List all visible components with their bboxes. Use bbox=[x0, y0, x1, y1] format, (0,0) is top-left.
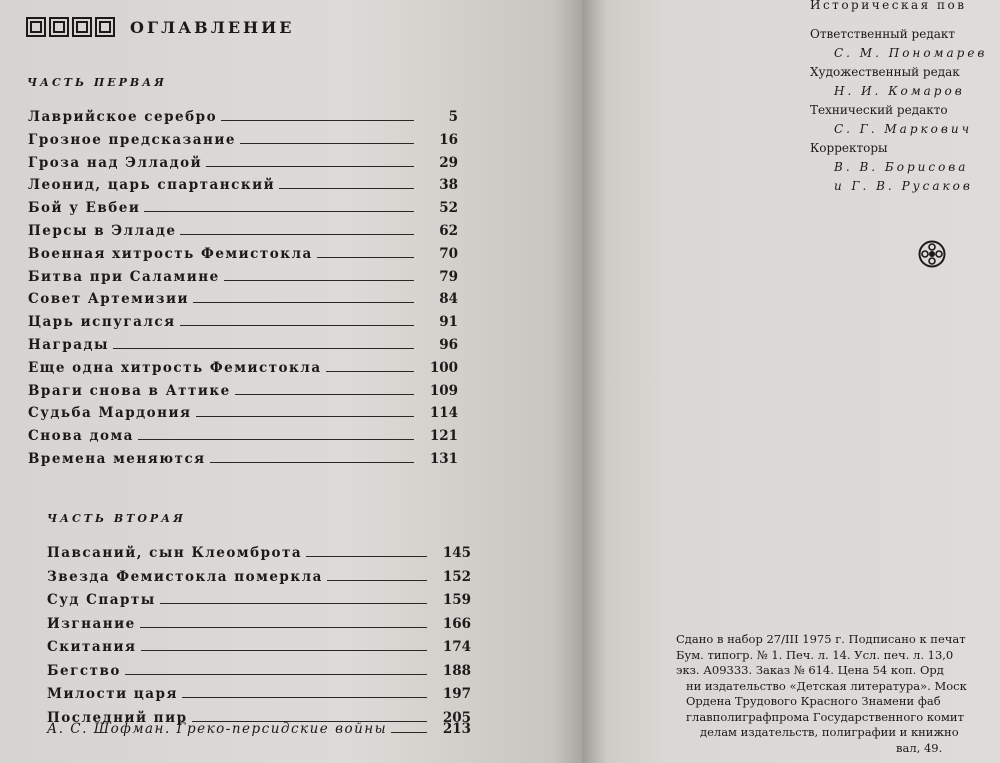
ornament-icon bbox=[26, 17, 115, 37]
part1-entry-title: Битва при Саламине bbox=[28, 268, 220, 285]
part2-entry-page: 188 bbox=[442, 662, 471, 679]
part1-entry-page: 52 bbox=[439, 200, 458, 217]
publisher-seal-icon bbox=[918, 240, 946, 268]
part2-entry-page: 174 bbox=[442, 639, 471, 655]
part1-entry-row bbox=[28, 196, 458, 216]
part1-entry-title: Судьба Мардония bbox=[28, 405, 192, 422]
leader-line bbox=[221, 120, 414, 121]
credit-role: Ответственный редакт bbox=[810, 27, 956, 41]
part1-entry-page: 16 bbox=[439, 131, 458, 148]
part2-entry-title: Бегство bbox=[47, 662, 121, 679]
part1-entry-title: Совет Артемизии bbox=[28, 291, 190, 308]
leader-line bbox=[326, 371, 414, 372]
part2-entry-page: 197 bbox=[442, 686, 471, 702]
part1-entry-page: 38 bbox=[439, 177, 458, 194]
part1-entry-row bbox=[28, 173, 458, 193]
leader-line bbox=[196, 416, 415, 417]
part1-entry-page: 121 bbox=[429, 428, 458, 445]
part1-entry-row bbox=[28, 219, 458, 239]
part2-entry-row bbox=[47, 682, 471, 702]
part2-entry-title: Суд Спарты bbox=[47, 592, 156, 608]
part1-entry-row bbox=[28, 356, 458, 376]
part1-entry-title: Персы в Элладе bbox=[28, 223, 177, 239]
part1-entry-page: 91 bbox=[439, 314, 458, 331]
part1-entry-title: Лаврийское серебро bbox=[28, 109, 218, 125]
leader-line bbox=[160, 603, 427, 604]
colophon-line: Ордена Трудового Красного Знамени фаб bbox=[686, 694, 941, 708]
leader-line bbox=[306, 556, 427, 557]
part2-entry-page: 145 bbox=[442, 545, 471, 561]
part1-entry-row bbox=[28, 265, 458, 285]
genre-label: Историческая пов bbox=[810, 0, 967, 12]
leader-line bbox=[224, 280, 414, 281]
part2-entry-title: Павсаний, сын Клеомброта bbox=[47, 545, 303, 561]
part1-entry-row bbox=[28, 447, 458, 467]
credit-name: С. М. Пономарев bbox=[834, 46, 988, 60]
colophon-line: вал, 49. bbox=[896, 740, 943, 755]
leader-line bbox=[180, 234, 414, 235]
colophon-line: ни издательство «Детская литература». Моск bbox=[686, 678, 967, 693]
credits-list bbox=[810, 25, 1000, 177]
leader-line bbox=[125, 674, 427, 675]
credit-role: Технический редакто bbox=[810, 103, 948, 117]
part1-entry-title: Снова дома bbox=[28, 428, 134, 445]
leader-line bbox=[193, 302, 414, 303]
leader-line bbox=[144, 211, 414, 212]
part2-entry-page: 205 bbox=[442, 709, 471, 726]
part1-entry-page: 70 bbox=[439, 245, 458, 262]
part2-entry-page: 159 bbox=[442, 592, 471, 608]
leader-line bbox=[279, 188, 414, 189]
colophon-line: Бум. типогр. № 1. Печ. л. 14. Усл. печ. л. 13,0 bbox=[676, 647, 954, 662]
part1-entry-title: Леонид, царь спартанский bbox=[28, 177, 276, 194]
part1-entry-row bbox=[28, 401, 458, 421]
leader-line bbox=[210, 462, 414, 463]
colophon-line: экз. А09333. Заказ № 614. Цена 54 коп. Орд bbox=[676, 663, 944, 677]
afterword-row bbox=[47, 717, 471, 737]
leader-line bbox=[206, 166, 414, 167]
leader-line bbox=[235, 394, 414, 395]
afterword-title: А. С. Шофман. Греко-персидские войны bbox=[47, 721, 388, 737]
part2-entry-page: 166 bbox=[442, 615, 471, 632]
credit-role: Художественный редак bbox=[810, 65, 960, 79]
part1-entry-title: Грозное предсказание bbox=[28, 131, 237, 148]
part1-entry-page: 62 bbox=[439, 223, 458, 239]
part2-entry-row bbox=[47, 635, 471, 655]
part1-entry-page: 96 bbox=[439, 337, 458, 353]
afterword-page: 213 bbox=[442, 721, 471, 737]
part1-entry-row bbox=[28, 379, 458, 399]
toc-title: ОГЛАВЛЕНИЕ bbox=[130, 18, 295, 37]
part1-entry-page: 100 bbox=[429, 359, 458, 376]
part1-entry-page: 5 bbox=[448, 109, 458, 125]
imprint-block bbox=[810, 0, 1000, 196]
part1-entry-page: 84 bbox=[439, 291, 458, 308]
part1-entry-title: Награды bbox=[28, 337, 109, 353]
colophon-line: главполиграфпрома Государственного комит bbox=[686, 709, 964, 724]
part2-entry-title: Изгнание bbox=[47, 615, 136, 632]
colophon bbox=[676, 632, 1000, 756]
leader-line bbox=[141, 650, 428, 651]
part1-entry-row bbox=[28, 310, 458, 330]
part1-entry-title: Царь испугался bbox=[28, 314, 176, 331]
leader-line bbox=[138, 439, 414, 440]
leader-line bbox=[113, 348, 414, 349]
part1-entry-row bbox=[28, 128, 458, 148]
part1-entry-row bbox=[28, 333, 458, 353]
colophon-line: делам издательств, полиграфии и книжно bbox=[700, 725, 959, 739]
part2-entry-row bbox=[47, 541, 471, 561]
leader-line bbox=[180, 325, 414, 326]
part2-entry-row bbox=[47, 612, 471, 632]
part2-heading: ЧАСТЬ ВТОРАЯ bbox=[47, 512, 186, 525]
part1-entry-page: 109 bbox=[429, 382, 458, 399]
colophon-line: Сдано в набор 27/III 1975 г. Подписано к печат bbox=[676, 632, 966, 646]
part2-entry-row bbox=[47, 659, 471, 679]
credit-name: Н. И. Комаров bbox=[834, 84, 965, 98]
leader-line bbox=[240, 143, 414, 144]
credit-name: С. Г. Маркович bbox=[834, 122, 973, 136]
part2-entry-page: 152 bbox=[442, 568, 471, 585]
part2-entry-row bbox=[47, 588, 471, 608]
part1-entry-row bbox=[28, 242, 458, 262]
part1-entry-page: 29 bbox=[439, 154, 458, 171]
part2-entry-title: Скитания bbox=[47, 639, 137, 655]
part1-entry-title: Враги снова в Аттике bbox=[28, 382, 231, 399]
credit-role: Корректоры bbox=[810, 141, 888, 155]
part1-entry-row bbox=[28, 151, 458, 171]
part1-entry-title: Бой у Евбеи bbox=[28, 200, 141, 217]
leader-line bbox=[391, 732, 427, 733]
leader-line bbox=[140, 627, 427, 628]
part2-entry-title: Милости царя bbox=[47, 686, 178, 702]
part2-entry-title: Звезда Фемистокла померкла bbox=[47, 568, 323, 585]
part1-entry-title: Времена меняются bbox=[28, 451, 206, 467]
part1-entry-page: 114 bbox=[429, 405, 458, 422]
part1-entry-title: Еще одна хитрость Фемистокла bbox=[28, 359, 322, 376]
leader-line bbox=[317, 257, 414, 258]
extra-corrector: и Г. В. Русаков bbox=[834, 179, 973, 193]
part2-entry-title: Последний пир bbox=[47, 709, 188, 726]
leader-line bbox=[327, 580, 427, 581]
part2-entry-row bbox=[47, 565, 471, 585]
part1-entry-row bbox=[28, 287, 458, 307]
part1-entry-row bbox=[28, 424, 458, 444]
part1-entry-page: 79 bbox=[439, 268, 458, 285]
part1-heading: ЧАСТЬ ПЕРВАЯ bbox=[27, 76, 167, 89]
part1-entry-title: Гроза над Элладой bbox=[28, 154, 203, 171]
part1-entry-row bbox=[28, 105, 458, 125]
part1-entry-page: 131 bbox=[429, 451, 458, 467]
leader-line bbox=[182, 697, 427, 698]
part1-entry-title: Военная хитрость Фемистокла bbox=[28, 245, 313, 262]
credit-name: В. В. Борисова bbox=[834, 160, 969, 174]
